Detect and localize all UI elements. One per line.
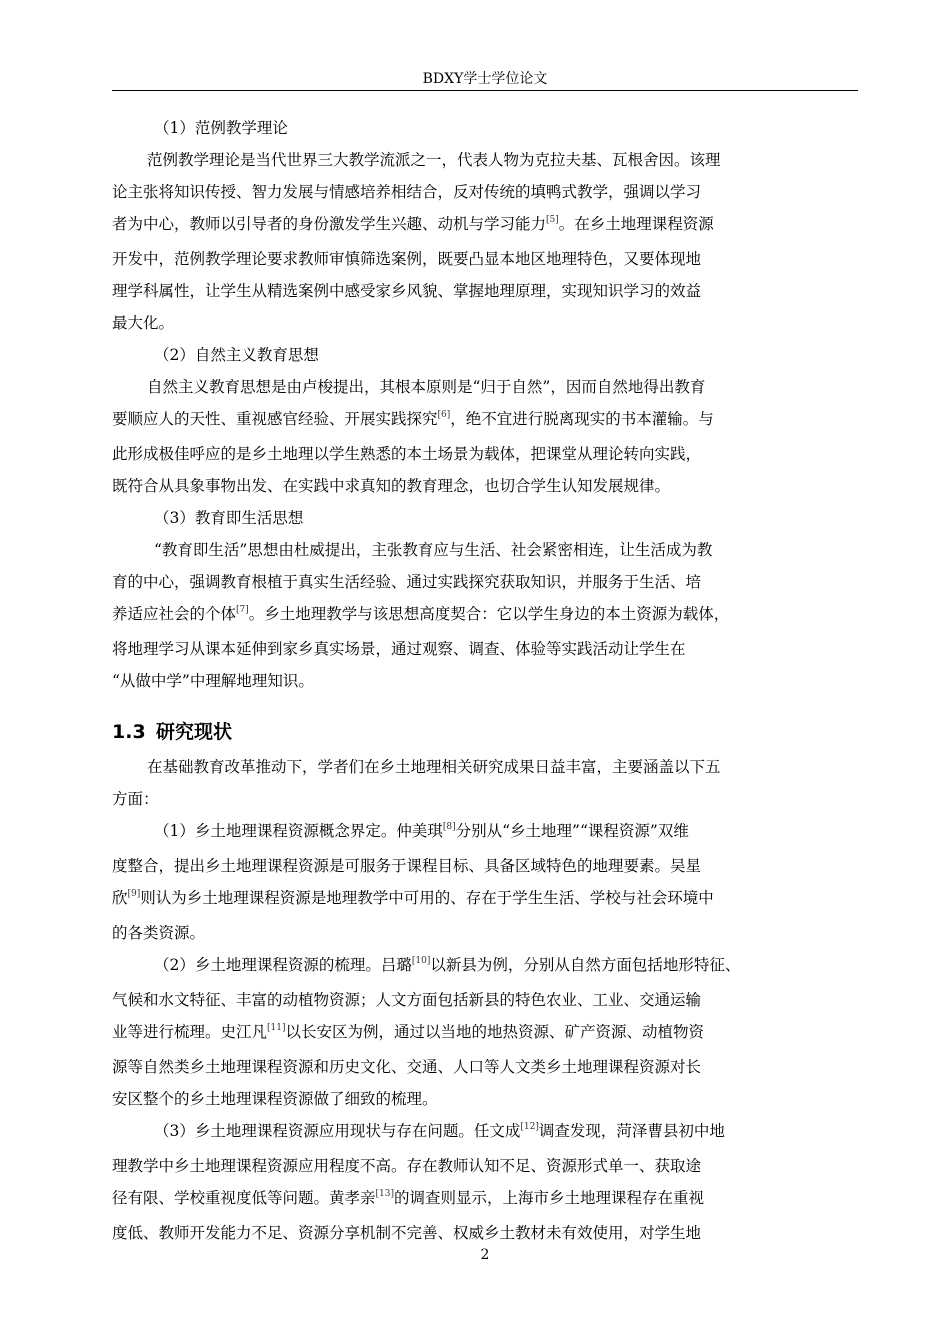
- paragraph-example-teaching: [112, 144, 858, 339]
- text-run: 则认为乡土地理课程资源是地理教学中可用的、存在于学生生活、学校与社会环境中: [140, 889, 714, 907]
- paragraph-concept-definition: [112, 815, 858, 949]
- text-run: 者为中心，教师以引导者的身份激发学生兴趣、动机与学习能力: [112, 215, 547, 233]
- text-run: 调查发现，菏泽曹县初中地: [538, 1122, 725, 1140]
- paragraph-naturalism: [112, 371, 858, 502]
- text-run: 安区整个的乡土地理课程资源做了细致的梳理。: [112, 1090, 438, 1108]
- text-line: [112, 176, 858, 208]
- text-run: 养适应社会的个体: [112, 605, 237, 623]
- page-number: 2: [480, 1247, 490, 1263]
- subheading-example-teaching: （1）范例教学理论: [154, 119, 288, 137]
- paragraph-application-status: [112, 1115, 858, 1249]
- text-run: 将地理学习从课本延伸到家乡真实场景，通过观察、调查、体验等实践活动让学生在: [112, 640, 686, 658]
- text-line: [112, 243, 858, 275]
- paragraph-intro: [112, 751, 858, 815]
- text-line: [112, 917, 858, 949]
- text-run: 在基础教育改革推动下，学者们在乡土地理相关研究成果日益丰富，主要涵盖以下五: [147, 758, 721, 776]
- text-run: （1）乡土地理课程资源概念界定。仲美琪: [154, 822, 443, 840]
- text-run: 既符合从具象事物出发、在实践中求真知的教育理念，也切合学生认知发展规律。: [112, 477, 671, 495]
- citation-marker: [6]: [437, 410, 451, 420]
- text-line: [112, 1016, 858, 1051]
- text-run: 的调查则显示，上海市乡土地理课程存在重视: [394, 1189, 705, 1207]
- text-line: [112, 1115, 858, 1150]
- text-run: 度整合，提出乡土地理课程资源是可服务于课程目标、具备区域特色的地理要素。吴星: [112, 857, 702, 875]
- text-line: [112, 275, 858, 307]
- text-run: 度低、教师开发能力不足、资源分享机制不完善、权威乡土教材未有效使用，对学生地: [112, 1224, 702, 1242]
- text-run: 分别从“乡土地理”“课程资源”双维: [455, 822, 689, 840]
- subheading-naturalism: （2）自然主义教育思想: [154, 346, 319, 364]
- section-number: 1.3: [112, 721, 146, 743]
- text-line: [112, 783, 858, 815]
- text-run: 最大化。: [112, 314, 175, 332]
- citation-marker: [9]: [127, 889, 141, 899]
- citation-marker: [10]: [411, 956, 431, 966]
- citation-marker: [11]: [267, 1023, 286, 1033]
- text-run: 以新县为例，分别从自然方面包括地形特征、: [430, 956, 741, 974]
- text-line: [112, 882, 858, 917]
- citation-marker: [12]: [520, 1122, 539, 1132]
- text-run: 。在乡土地理课程资源: [558, 215, 714, 233]
- citation-marker: [5]: [546, 215, 559, 225]
- text-run: 开发中，范例教学理论要求教师审慎筛选案例，既要凸显本地区地理特色，又要体现地: [112, 250, 702, 268]
- paragraph-education-is-life: [112, 534, 858, 697]
- text-line: [112, 1051, 858, 1083]
- text-run: “教育即生活”思想由杜威提出，主张教育应与生活、社会紧密相连，让生活成为教: [154, 541, 713, 559]
- text-line: [112, 751, 858, 783]
- running-header: BDXY学士学位论文: [422, 71, 548, 87]
- text-line: [112, 1150, 858, 1182]
- citation-marker: [13]: [375, 1189, 394, 1199]
- text-run: 方面：: [112, 790, 159, 808]
- text-line: [112, 815, 858, 850]
- text-line: [112, 566, 858, 598]
- text-line: [112, 1182, 858, 1217]
- text-line: [112, 208, 858, 243]
- header-rule: [112, 90, 858, 91]
- text-line: [112, 949, 858, 984]
- text-run: 径有限、学校重视度低等问题。黄孝亲: [112, 1189, 376, 1207]
- text-line: [112, 1217, 858, 1249]
- text-run: 此形成极佳呼应的是乡土地理以学生熟悉的本土场景为载体，把课堂从理论转向实践，: [112, 445, 702, 463]
- text-run: 源等自然类乡土地理课程资源和历史文化、交通、人口等人文类乡土地理课程资源对长: [112, 1058, 702, 1076]
- section-heading: [112, 715, 858, 749]
- page-body: [112, 112, 858, 1249]
- text-run: 。乡土地理教学与该思想高度契合：它以学生身边的本土资源为载体，: [248, 605, 730, 623]
- text-run: （3）乡土地理课程资源应用现状与存在问题。任文成: [154, 1122, 521, 1140]
- citation-marker: [7]: [236, 605, 249, 615]
- text-run: ，绝不宜进行脱离现实的书本灌输。与: [450, 410, 714, 428]
- text-run: 理教学中乡土地理课程资源应用程度不高。存在教师认知不足、资源形式单一、获取途: [112, 1157, 702, 1175]
- text-run: 自然主义教育思想是由卢梭提出，其根本原则是“归于自然”，因而自然地得出教育: [147, 378, 706, 396]
- text-run: 气候和水文特征、丰富的动植物资源；人文方面包括新县的特色农业、工业、交通运输: [112, 991, 702, 1009]
- text-line: [112, 144, 858, 176]
- text-run: 欣: [112, 889, 128, 907]
- text-line: [112, 850, 858, 882]
- text-run: 育的中心，强调教育根植于真实生活经验、通过实践探究获取知识，并服务于生活、培: [112, 573, 702, 591]
- text-line: [112, 665, 858, 697]
- text-run: “从做中学”中理解地理知识。: [112, 672, 314, 690]
- section-title: 研究现状: [156, 721, 233, 743]
- text-line: [112, 984, 858, 1016]
- text-run: 要顺应人的天性、重视感官经验、开展实践探究: [112, 410, 438, 428]
- subheading-education-is-life: （3）教育即生活思想: [154, 509, 304, 527]
- text-run: 业等进行梳理。史江凡: [112, 1023, 268, 1041]
- citation-marker: [8]: [442, 822, 456, 832]
- text-line: [112, 371, 858, 403]
- text-run: 理学科属性，让学生从精选案例中感受家乡风貌、掌握地理原理，实现知识学习的效益: [112, 282, 702, 300]
- text-run: （2）乡土地理课程资源的梳理。吕璐: [154, 956, 412, 974]
- text-line: [112, 1083, 858, 1115]
- text-run: 的各类资源。: [112, 924, 206, 942]
- text-line: [112, 438, 858, 470]
- text-run: 以长安区为例，通过以当地的地热资源、矿产资源、动植物资: [285, 1023, 705, 1041]
- text-line: [112, 633, 858, 665]
- text-line: [112, 534, 858, 566]
- text-line: [112, 598, 858, 633]
- text-run: 论主张将知识传授、智力发展与情感培养相结合，反对传统的填鸭式教学，强调以学习: [112, 183, 702, 201]
- text-run: 范例教学理论是当代世界三大教学流派之一，代表人物为克拉夫基、瓦根舍因。该理: [147, 151, 721, 169]
- text-line: [112, 403, 858, 438]
- paragraph-resource-review: [112, 949, 858, 1115]
- text-line: [112, 470, 858, 502]
- text-line: [112, 307, 858, 339]
